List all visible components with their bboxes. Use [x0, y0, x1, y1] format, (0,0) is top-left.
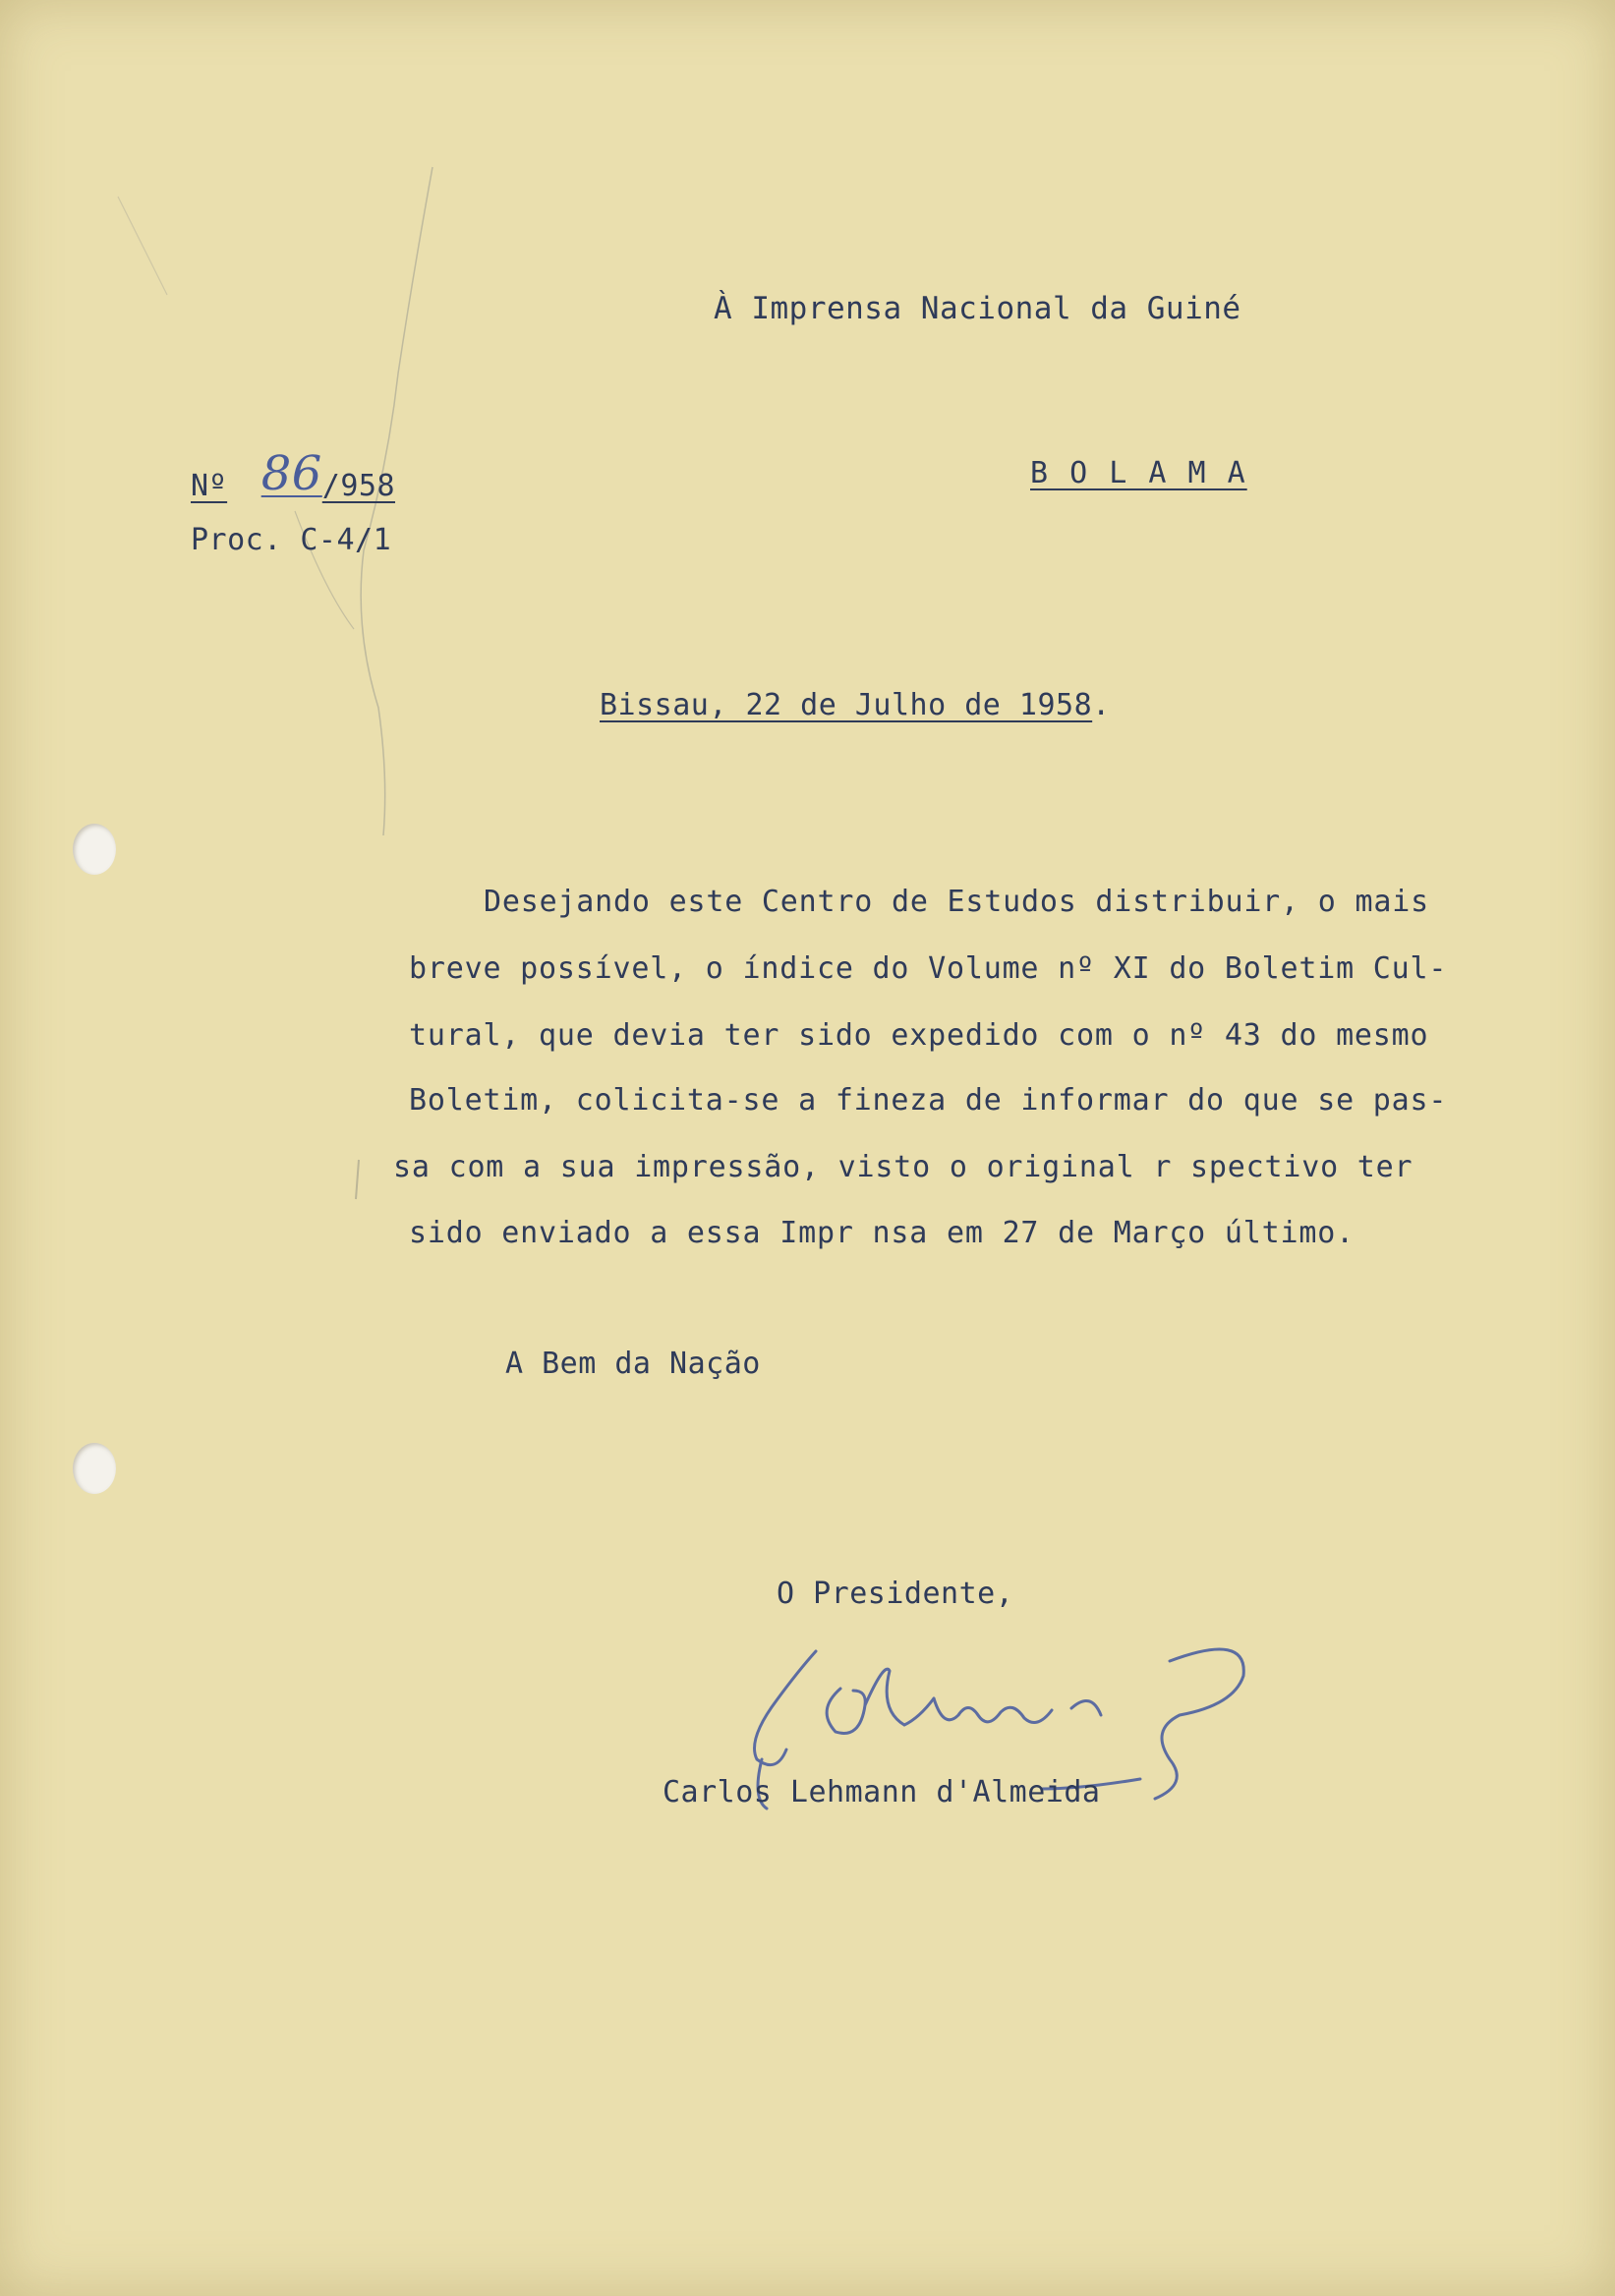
signatory-name: Carlos Lehmann d'Almeida	[663, 1775, 1101, 1809]
ref-year: /958	[321, 469, 396, 503]
body-line-2: breve possível, o índice do Volume nº XI do Boletim Cul-	[409, 951, 1448, 986]
letter-date	[600, 688, 1111, 722]
body-line-6: sido enviado a essa Impr nsa em 27 de Março último.	[409, 1216, 1355, 1250]
punch-hole-top	[73, 824, 116, 875]
signatory-title: O Presidente,	[777, 1577, 1014, 1611]
date-period: .	[1092, 688, 1111, 722]
date-text: Bissau, 22 de Julho de 1958	[600, 688, 1093, 722]
body-line-1: Desejando este Centro de Estudos distribuir, o mais	[484, 885, 1429, 919]
process-reference: Proc. C-4/1	[191, 523, 392, 557]
body-line-4: Boletim, colicita-se a fineza de informar do que se pas-	[409, 1083, 1448, 1118]
location-bolama: B O L A M A	[1030, 456, 1247, 490]
closing-salutation: A Bem da Nação	[505, 1347, 761, 1381]
punch-hole-bottom	[73, 1443, 116, 1494]
body-line-5: sa com a sua impressão, visto o original r spectivo ter	[393, 1150, 1413, 1184]
recipient-line: À Imprensa Nacional da Guiné	[714, 291, 1241, 326]
body-line-3: tural, que devia ter sido expedido com o nº 43 do mesmo	[409, 1018, 1429, 1053]
ref-number-handwritten: 86	[260, 446, 322, 501]
ref-prefix: Nº	[191, 469, 228, 503]
reference-block	[191, 446, 396, 507]
